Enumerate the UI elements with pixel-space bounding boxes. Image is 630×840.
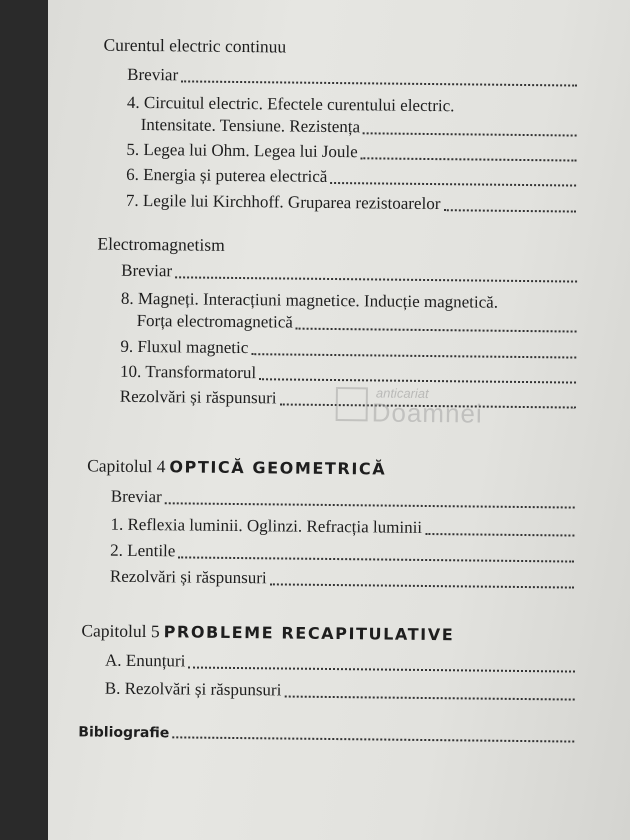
chapter-number: Capitolul 5 bbox=[81, 620, 160, 642]
toc-entry bbox=[126, 189, 576, 216]
dot-leader bbox=[175, 272, 577, 282]
section-heading-curentul bbox=[103, 35, 286, 58]
toc-entry bbox=[110, 513, 574, 540]
toc-entry-text: Intensitate. Tensiune. Rezistența bbox=[140, 114, 361, 137]
dot-leader bbox=[188, 663, 575, 673]
dot-leader bbox=[296, 324, 577, 333]
book-page bbox=[48, 0, 630, 840]
chapter-heading-4 bbox=[87, 455, 386, 479]
dot-leader bbox=[270, 579, 574, 588]
toc-entry bbox=[126, 163, 576, 190]
toc-entry bbox=[121, 259, 577, 286]
chapter-heading-5 bbox=[81, 620, 454, 645]
dot-leader bbox=[165, 498, 575, 508]
toc-entry bbox=[141, 113, 577, 140]
toc-entry bbox=[137, 309, 577, 336]
toc-entry-text: 5. Legea lui Ohm. Legea lui Joule bbox=[126, 139, 358, 162]
toc-entry-text: Rezolvări și răspunsuri bbox=[109, 566, 267, 588]
toc-entry bbox=[120, 335, 576, 362]
toc-entry-text: Breviar bbox=[110, 486, 162, 507]
toc-entry bbox=[120, 360, 576, 387]
dot-leader bbox=[259, 374, 576, 383]
toc-entry-first-line: 4. Circuitul electric. Efectele curentului electric. bbox=[126, 92, 455, 116]
table-of-contents bbox=[48, 0, 630, 840]
dot-leader bbox=[363, 128, 577, 136]
toc-entry bbox=[110, 539, 574, 566]
dot-leader bbox=[178, 552, 574, 562]
toc-entry-text: B. Rezolvări și răspunsuri bbox=[104, 678, 282, 700]
toc-entry bbox=[105, 649, 575, 676]
chapter-title: PROBLEME RECAPITULATIVE bbox=[163, 622, 455, 645]
section-heading-electromagnetism bbox=[97, 234, 225, 256]
toc-entry bbox=[126, 138, 576, 165]
toc-entry-first-line: 8. Magneți. Interacțiuni magnetice. Inducție magnetică. bbox=[120, 288, 499, 312]
toc-entry-text: Breviar bbox=[127, 64, 179, 85]
dot-leader bbox=[181, 76, 577, 86]
dot-leader bbox=[330, 178, 576, 187]
toc-entry-text: 1. Reflexia luminii. Oglinzi. Refracția luminii bbox=[110, 514, 423, 537]
toc-entry-text: 6. Energia și puterea electrică bbox=[126, 164, 328, 186]
toc-entry-text: Rezolvări și răspunsuri bbox=[119, 386, 277, 408]
watermark-small-text: anticariat bbox=[375, 385, 429, 402]
toc-entry-text: 2. Lentile bbox=[110, 540, 176, 561]
toc-entry-text: Forța electromagnetică bbox=[136, 310, 293, 332]
chapter-number: Capitolul 4 bbox=[87, 455, 166, 477]
toc-entry bbox=[110, 565, 574, 592]
dot-leader bbox=[251, 349, 576, 358]
toc-entry-bibliography bbox=[78, 718, 574, 745]
toc-entry-text: 7. Legile lui Kirchhoff. Gruparea rezistoarelor bbox=[125, 190, 441, 214]
toc-entry bbox=[111, 485, 575, 512]
toc-entry-text: 10. Transformatorul bbox=[120, 361, 257, 383]
dot-leader bbox=[425, 529, 574, 537]
dot-leader bbox=[361, 153, 577, 161]
toc-entry-text: A. Enunțuri bbox=[104, 650, 186, 671]
chapter-title: OPTICĂ GEOMETRICĂ bbox=[169, 457, 387, 479]
watermark bbox=[335, 385, 483, 434]
toc-entry-text: Breviar bbox=[121, 260, 173, 281]
toc-entry-text: 9. Fluxul magnetic bbox=[120, 336, 249, 358]
book-stack-icon bbox=[336, 387, 368, 421]
bibliography-label: Bibliografie bbox=[78, 724, 170, 742]
dot-leader bbox=[443, 205, 576, 212]
dot-leader bbox=[284, 692, 574, 701]
toc-entry bbox=[105, 677, 575, 704]
section-heading-text: Curentul electric continuu bbox=[103, 34, 287, 57]
watermark-big-text: Doamnei bbox=[371, 397, 483, 429]
dot-leader bbox=[172, 732, 574, 742]
section-heading-text: Electromagnetism bbox=[97, 233, 225, 255]
toc-entry bbox=[127, 63, 577, 90]
